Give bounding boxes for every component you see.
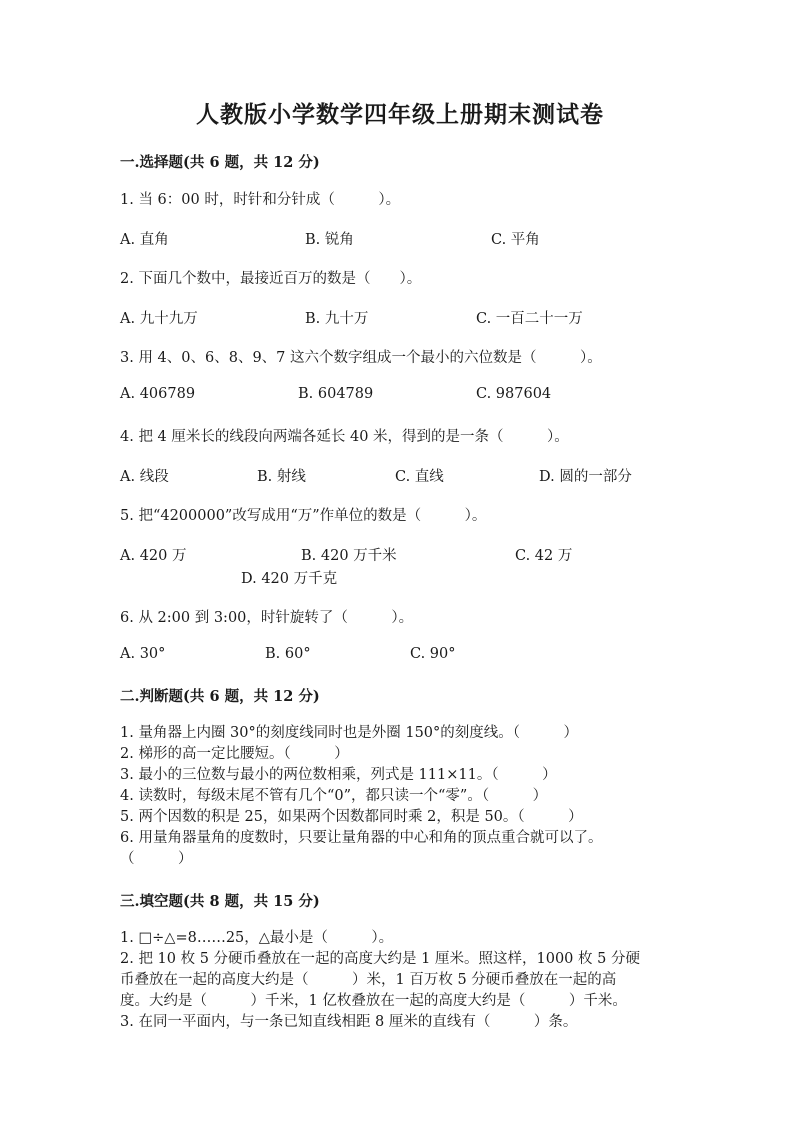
q4-option-a: A. 线段 — [120, 469, 169, 485]
q2-option-b: B. 九十万 — [305, 311, 369, 327]
fill-item-2-line-1: 2. 把 10 枚 5 分硬币叠放在一起的高度大约是 1 厘米。照这样，1000 枚 5 分硬 — [120, 951, 640, 967]
judgment-item-6-bracket: （ ） — [120, 851, 193, 867]
q5-option-a: A. 420 万 — [120, 548, 187, 564]
question-2: 2. 下面几个数中，最接近百万的数是（ ）。 — [120, 271, 422, 287]
q6-option-b: B. 60° — [265, 646, 311, 662]
q1-option-b: B. 锐角 — [305, 232, 354, 248]
question-4: 4. 把 4 厘米长的线段向两端各延长 40 米，得到的是一条（ ）。 — [120, 429, 569, 445]
q2-option-c: C. 一百二十一万 — [476, 311, 583, 327]
q3-option-c: C. 987604 — [476, 386, 552, 402]
q3-option-b: B. 604789 — [298, 386, 374, 402]
section-heading-choice: 一.选择题(共 6 题，共 12 分) — [120, 154, 320, 171]
q1-option-c: C. 平角 — [491, 232, 540, 248]
judgment-item-5: 5. 两个因数的积是 25，如果两个因数都同时乘 2，积是 50。（ ） — [120, 809, 583, 825]
judgment-item-6: 6. 用量角器量角的度数时，只要让量角器的中心和角的顶点重合就可以了。 — [120, 830, 603, 846]
question-6: 6. 从 2:00 到 3:00，时针旋转了（ ）。 — [120, 610, 414, 626]
question-1: 1. 当 6：00 时，时针和分针成（ ）。 — [120, 192, 401, 208]
section-heading-fill-in: 三.填空题(共 8 题，共 15 分) — [120, 893, 320, 910]
q4-option-d: D. 圆的一部分 — [539, 469, 632, 485]
q6-option-a: A. 30° — [120, 646, 166, 662]
question-3: 3. 用 4、0、6、8、9、7 这六个数字组成一个最小的六位数是（ ）。 — [120, 350, 602, 366]
q6-option-c: C. 90° — [410, 646, 456, 662]
question-5: 5. 把“4200000”改写成用“万”作单位的数是（ ）。 — [120, 508, 487, 524]
fill-item-1: 1. □÷△=8……25，△最小是（ ）。 — [120, 930, 394, 946]
page-title: 人教版小学数学四年级上册期末测试卷 — [196, 101, 604, 128]
judgment-item-4: 4. 读数时，每级末尾不管有几个“0”，都只读一个“零”。（ ） — [120, 788, 548, 804]
fill-item-2-line-2: 币叠放在一起的高度大约是（ ）米，1 百万枚 5 分硬币叠放在一起的高 — [120, 972, 617, 988]
section-heading-judgment: 二.判断题(共 6 题，共 12 分) — [120, 688, 320, 705]
q5-option-b: B. 420 万千米 — [301, 548, 397, 564]
judgment-item-1: 1. 量角器上内圈 30°的刻度线同时也是外圈 150°的刻度线。（ ） — [120, 725, 579, 741]
q4-option-c: C. 直线 — [395, 469, 444, 485]
fill-item-3: 3. 在同一平面内，与一条已知直线相距 8 厘米的直线有（ ）条。 — [120, 1014, 578, 1030]
q5-option-c: C. 42 万 — [515, 548, 573, 564]
judgment-item-3: 3. 最小的三位数与最小的两位数相乘，列式是 111×11。（ ） — [120, 767, 557, 783]
q1-option-a: A. 直角 — [120, 232, 169, 248]
q5-option-d: D. 420 万千克 — [241, 571, 338, 587]
fill-item-2-line-3: 度。大约是（ ）千米，1 亿枚叠放在一起的高度大约是（ ）千米。 — [120, 993, 627, 1009]
q3-option-a: A. 406789 — [120, 386, 196, 402]
q4-option-b: B. 射线 — [257, 469, 306, 485]
judgment-item-2: 2. 梯形的高一定比腰短。（ ） — [120, 746, 349, 762]
q2-option-a: A. 九十九万 — [120, 311, 198, 327]
